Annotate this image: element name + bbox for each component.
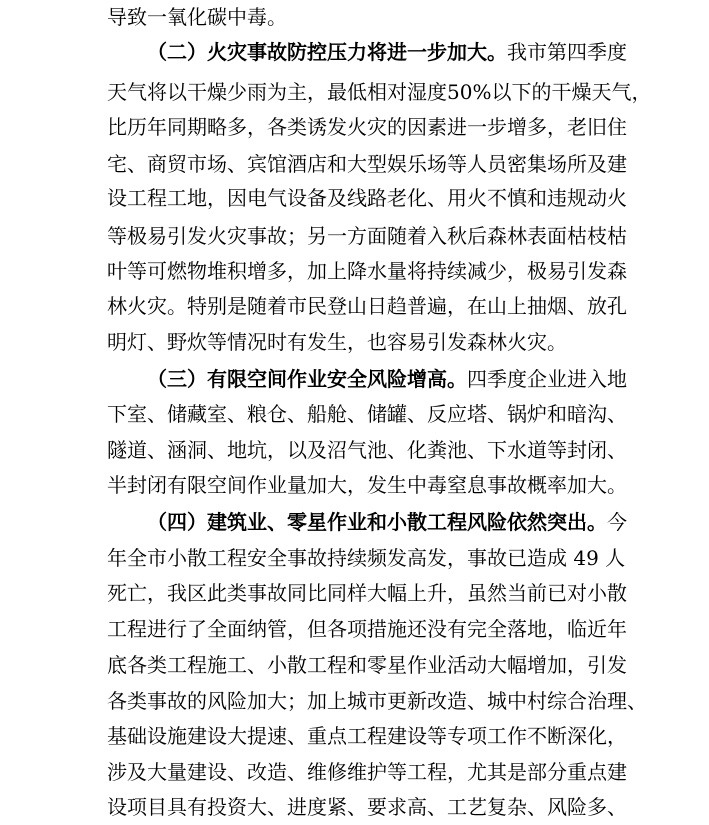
section-heading: （二）火灾事故防控压力将进一步加大。: [147, 40, 507, 64]
line-text: 工程进行了全面纳管，但各项措施还没有完全落地，临近年: [107, 617, 627, 641]
line-text: 我市第四季度: [507, 40, 627, 64]
line-text: 基础设施建设大提速、重点工程建设等专项工作不断深化，: [107, 724, 627, 748]
text-line: [107, 2, 607, 32]
section-heading: （三）有限空间作业安全风险增高。: [147, 367, 467, 391]
text-line: [107, 256, 627, 286]
text-line: [107, 543, 626, 573]
line-text: 天气将以干燥少雨为主，最低相对湿度50%以下的干燥天气，: [107, 80, 652, 104]
line-text: 年全市小散工程安全事故持续频发高发，事故已造成 49 人: [107, 546, 626, 570]
section-heading-line: [147, 37, 627, 67]
text-line: [107, 721, 627, 751]
line-text: 叶等可燃物堆积增多，加上降水量将持续减少，极易引发森: [107, 259, 627, 283]
line-text: 林火灾。特别是随着市民登山日趋普遍，在山上抽烟、放孔: [107, 294, 627, 318]
text-line: [107, 757, 627, 787]
line-text: 宅、商贸市场、宾馆酒店和大型娱乐场等人员密集场所及建: [107, 152, 627, 176]
text-line: [107, 686, 647, 716]
text-line: [107, 291, 627, 321]
text-line: [107, 77, 652, 107]
text-line: [107, 470, 627, 500]
text-line: [107, 183, 627, 213]
line-text: 涉及大量建设、改造、维修维护等工程，尤其是部分重点建: [107, 760, 627, 784]
line-text: 导致一氧化碳中毒。: [107, 5, 287, 29]
text-line: [107, 327, 607, 357]
section-heading-line: [147, 364, 627, 394]
text-line: [107, 650, 627, 680]
line-text: 今: [607, 510, 627, 534]
line-text: 四季度企业进入地: [467, 367, 627, 391]
line-text: 设项目具有投资大、进度紧、要求高、工艺复杂、风险多、: [107, 795, 627, 819]
line-text: 隧道、涵洞、地坑，以及沼气池、化粪池、下水道等封闭、: [107, 438, 627, 462]
line-text: 半封闭有限空间作业量加大，发生中毒窒息事故概率加大。: [107, 473, 627, 497]
section-heading-line: [147, 507, 627, 537]
line-text: 等极易引发火灾事故；另一方面随着入秋后森林表面枯枝枯: [107, 224, 627, 248]
text-line: [107, 792, 627, 822]
line-text: 下室、储藏室、粮仓、船舱、储罐、反应塔、锅炉和暗沟、: [107, 402, 627, 426]
line-text: 明灯、野炊等情况时有发生，也容易引发森林火灾。: [107, 330, 567, 354]
line-text: 死亡，我区此类事故同比同样大幅上升，虽然当前已对小散: [107, 581, 627, 605]
line-text: 比历年同期略多，各类诱发火灾的因素进一步增多，老旧住: [107, 115, 627, 139]
line-text: 各类事故的风险加大；加上城市更新改造、城中村综合治理、: [107, 689, 647, 713]
text-line: [107, 435, 627, 465]
text-line: [107, 112, 627, 142]
line-text: 底各类工程施工、小散工程和零星作业活动大幅增加，引发: [107, 653, 627, 677]
text-line: [107, 399, 627, 429]
text-line: [107, 221, 627, 251]
text-line: [107, 578, 627, 608]
section-heading: （四）建筑业、零星作业和小散工程风险依然突出。: [147, 510, 607, 534]
line-text: 设工程工地，因电气设备及线路老化、用火不慎和违规动火: [107, 186, 627, 210]
text-line: [107, 149, 627, 179]
text-line: [107, 614, 627, 644]
